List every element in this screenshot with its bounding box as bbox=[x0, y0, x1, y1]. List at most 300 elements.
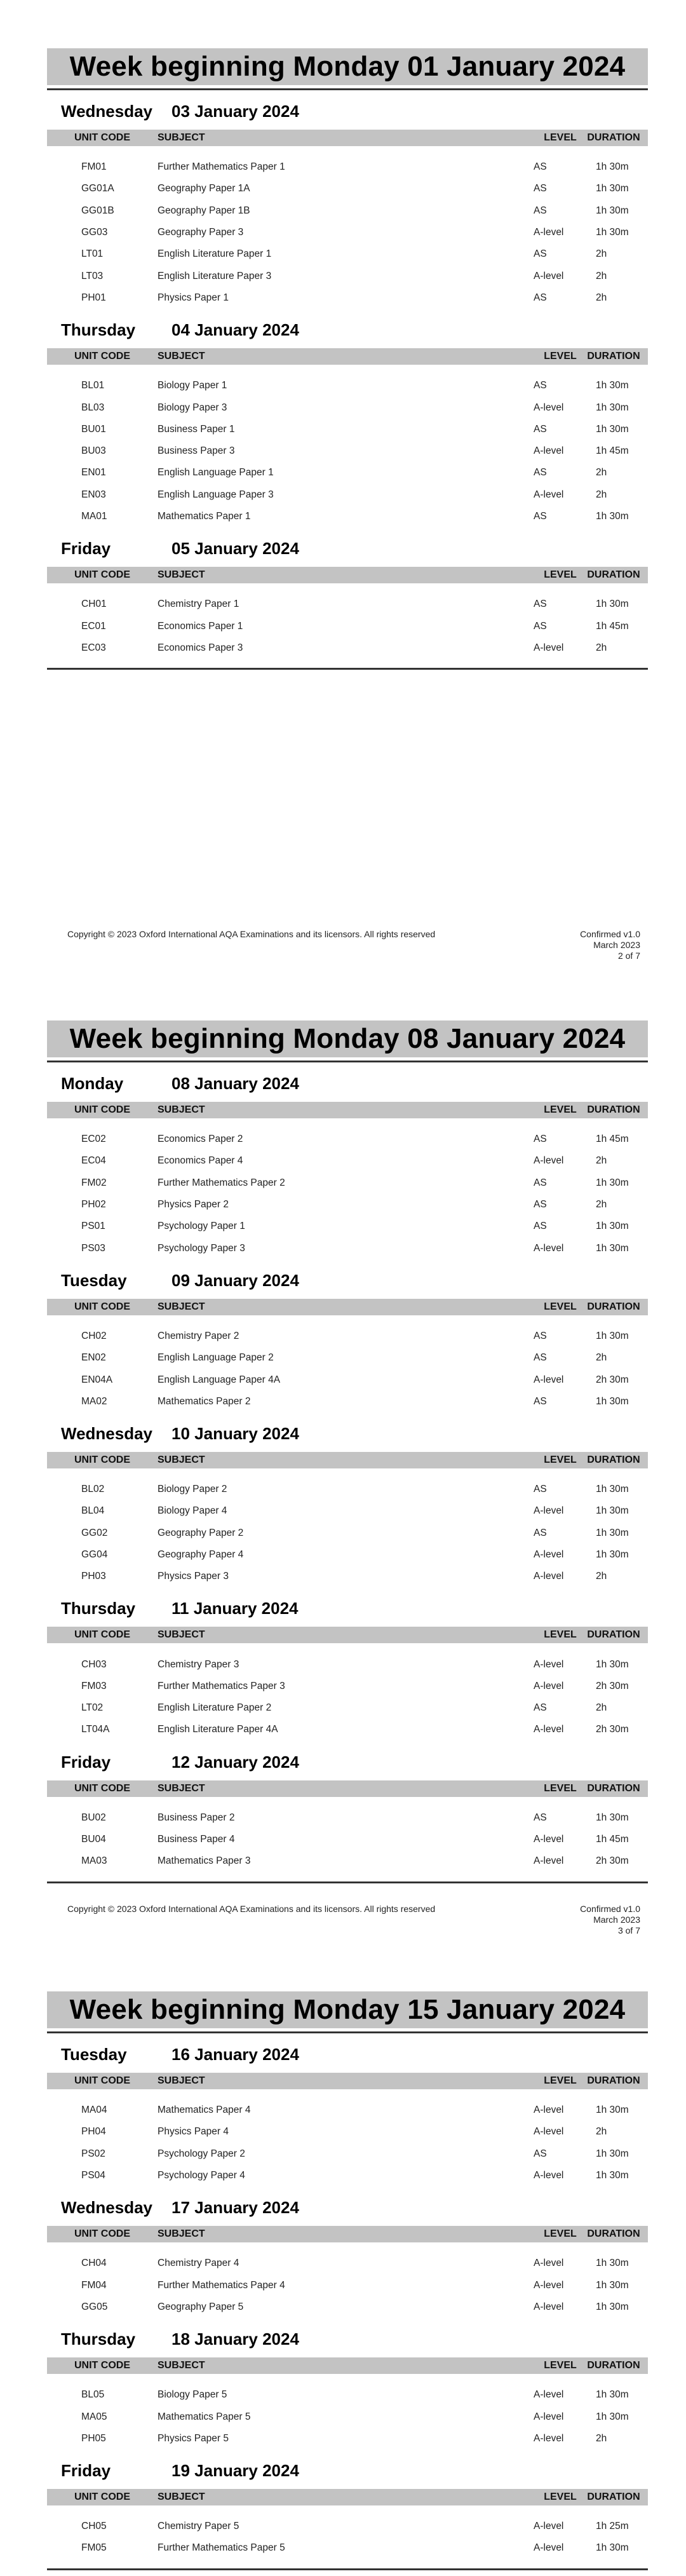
week-title: Week beginning Monday 01 January 2024 bbox=[69, 51, 626, 82]
level: A-level bbox=[534, 1658, 564, 1670]
day-date: 10 January 2024 bbox=[172, 1423, 299, 1443]
page-number: 3 of 7 bbox=[617, 1925, 640, 1935]
duration: 2h bbox=[596, 248, 607, 260]
day-heading bbox=[47, 1424, 648, 1446]
header-duration: DURATION bbox=[587, 2360, 640, 2371]
unit-code: BL02 bbox=[81, 1484, 105, 1495]
subject: English Literature Paper 4A bbox=[158, 1724, 278, 1735]
table-row bbox=[47, 1237, 648, 1259]
status-label: Confirmed v1.0 bbox=[580, 929, 640, 939]
level: AS bbox=[534, 205, 547, 216]
unit-code: LT02 bbox=[81, 1702, 104, 1714]
table-row bbox=[47, 1129, 648, 1150]
level: A-level bbox=[534, 1834, 564, 1845]
level: A-level bbox=[534, 1680, 564, 1691]
level: AS bbox=[534, 1330, 547, 1341]
duration: 2h bbox=[596, 1702, 607, 1714]
duration: 1h 30m bbox=[596, 2542, 629, 2554]
day-heading bbox=[47, 2461, 648, 2483]
duration: 2h bbox=[596, 1199, 607, 1210]
table-row bbox=[47, 462, 648, 484]
unit-code: FM02 bbox=[81, 1177, 107, 1188]
duration: 2h bbox=[596, 1571, 607, 1582]
level: A-level bbox=[534, 1855, 564, 1867]
unit-code: GG02 bbox=[81, 1527, 108, 1538]
level: A-level bbox=[534, 1549, 564, 1560]
table-row bbox=[47, 440, 648, 462]
duration: 1h 45m bbox=[596, 620, 629, 632]
level: A-level bbox=[534, 227, 564, 238]
header-subject: SUBJECT bbox=[158, 1782, 205, 1794]
week-banner bbox=[47, 48, 648, 85]
subject: Economics Paper 3 bbox=[158, 642, 243, 653]
unit-code: BU04 bbox=[81, 1834, 106, 1845]
timetable-page-2 bbox=[47, 1020, 648, 1883]
header-unit-code: UNIT CODE bbox=[74, 1629, 130, 1641]
table-header bbox=[47, 130, 648, 146]
day-date: 12 January 2024 bbox=[172, 1752, 299, 1772]
unit-code: FM04 bbox=[81, 2279, 107, 2291]
duration: 1h 30m bbox=[596, 511, 629, 522]
level: A-level bbox=[534, 1155, 564, 1167]
duration: 2h bbox=[596, 1352, 607, 1364]
table-row bbox=[47, 2253, 648, 2274]
header-unit-code: UNIT CODE bbox=[74, 351, 130, 362]
duration: 1h 30m bbox=[596, 2411, 629, 2422]
unit-code: PS01 bbox=[81, 1221, 105, 1232]
day-name: Friday bbox=[61, 1752, 111, 1772]
subject: Business Paper 2 bbox=[158, 1812, 235, 1823]
unit-code: CH01 bbox=[81, 599, 107, 610]
header-subject: SUBJECT bbox=[158, 1454, 205, 1465]
header-duration: DURATION bbox=[587, 2228, 640, 2240]
header-subject: SUBJECT bbox=[158, 569, 205, 581]
exam-rows bbox=[47, 583, 648, 659]
subject: English Literature Paper 1 bbox=[158, 248, 272, 260]
duration: 1h 45m bbox=[596, 445, 629, 457]
subject: Chemistry Paper 4 bbox=[158, 2258, 239, 2269]
day-heading bbox=[47, 539, 648, 560]
table-row bbox=[47, 1479, 648, 1500]
unit-code: PH05 bbox=[81, 2432, 106, 2444]
level: AS bbox=[534, 161, 547, 173]
duration: 2h 30m bbox=[596, 1855, 629, 1867]
header-subject: SUBJECT bbox=[158, 132, 205, 143]
header-level: LEVEL bbox=[544, 2228, 577, 2240]
unit-code: LT01 bbox=[81, 248, 104, 260]
level: AS bbox=[534, 292, 547, 303]
day-name: Tuesday bbox=[61, 2045, 127, 2064]
unit-code: EN04A bbox=[81, 1374, 113, 1385]
subject: Biology Paper 1 bbox=[158, 380, 227, 391]
unit-code: GG01B bbox=[81, 205, 114, 216]
header-unit-code: UNIT CODE bbox=[74, 2360, 130, 2371]
subject: Further Mathematics Paper 3 bbox=[158, 1680, 285, 1691]
day-date: 19 January 2024 bbox=[172, 2460, 299, 2480]
level: A-level bbox=[534, 1505, 564, 1517]
unit-code: PH03 bbox=[81, 1571, 106, 1582]
level: AS bbox=[534, 2148, 547, 2159]
duration: 1h 30m bbox=[596, 2301, 629, 2312]
header-duration: DURATION bbox=[587, 1104, 640, 1115]
subject: Business Paper 4 bbox=[158, 1834, 235, 1845]
header-duration: DURATION bbox=[587, 2075, 640, 2086]
day-date: 16 January 2024 bbox=[172, 2045, 299, 2064]
table-row bbox=[47, 1566, 648, 1587]
table-row bbox=[47, 2428, 648, 2450]
exam-rows bbox=[47, 1468, 648, 1587]
level: A-level bbox=[534, 270, 564, 281]
level: A-level bbox=[534, 2258, 564, 2269]
unit-code: EN02 bbox=[81, 1352, 106, 1364]
unit-code: EC01 bbox=[81, 620, 106, 632]
duration: 1h 30m bbox=[596, 1484, 629, 1495]
header-subject: SUBJECT bbox=[158, 1629, 205, 1641]
table-end-divider bbox=[47, 668, 648, 670]
table-row bbox=[47, 375, 648, 397]
header-level: LEVEL bbox=[544, 1454, 577, 1465]
table-end-divider bbox=[47, 2568, 648, 2570]
subject: English Language Paper 3 bbox=[158, 489, 274, 500]
duration: 2h 30m bbox=[596, 1680, 629, 1691]
level: AS bbox=[534, 380, 547, 391]
subject: Geography Paper 2 bbox=[158, 1527, 244, 1538]
unit-code: CH02 bbox=[81, 1330, 107, 1341]
duration: 1h 30m bbox=[596, 2105, 629, 2116]
unit-code: EN01 bbox=[81, 467, 106, 478]
unit-code: GG05 bbox=[81, 2301, 108, 2312]
duration: 2h bbox=[596, 292, 607, 303]
unit-code: BU02 bbox=[81, 1812, 106, 1823]
subject: Physics Paper 4 bbox=[158, 2126, 229, 2138]
day-heading bbox=[47, 1752, 648, 1774]
level: A-level bbox=[534, 2542, 564, 2554]
level: A-level bbox=[534, 1571, 564, 1582]
duration: 1h 30m bbox=[596, 423, 629, 435]
header-duration: DURATION bbox=[587, 1454, 640, 1465]
level: AS bbox=[534, 248, 547, 260]
duration: 2h 30m bbox=[596, 1724, 629, 1735]
table-row bbox=[47, 1172, 648, 1194]
banner-divider bbox=[47, 1061, 648, 1062]
header-subject: SUBJECT bbox=[158, 2228, 205, 2240]
header-unit-code: UNIT CODE bbox=[74, 2491, 130, 2502]
duration: 1h 30m bbox=[596, 1177, 629, 1188]
day-date: 08 January 2024 bbox=[172, 1074, 299, 1093]
table-row bbox=[47, 1807, 648, 1829]
header-level: LEVEL bbox=[544, 1104, 577, 1115]
subject: Psychology Paper 3 bbox=[158, 1242, 245, 1254]
duration: 1h 45m bbox=[596, 1134, 629, 1145]
level: AS bbox=[534, 1177, 547, 1188]
header-level: LEVEL bbox=[544, 1629, 577, 1641]
level: A-level bbox=[534, 445, 564, 457]
duration: 1h 30m bbox=[596, 1549, 629, 1560]
table-row bbox=[47, 1216, 648, 1237]
level: AS bbox=[534, 1134, 547, 1145]
header-unit-code: UNIT CODE bbox=[74, 1301, 130, 1312]
duration: 1h 30m bbox=[596, 1527, 629, 1538]
unit-code: BU03 bbox=[81, 445, 106, 457]
timetable-page-3 bbox=[47, 1991, 648, 2570]
level: AS bbox=[534, 1484, 547, 1495]
unit-code: BU01 bbox=[81, 423, 106, 435]
duration: 1h 30m bbox=[596, 1221, 629, 1232]
day-heading bbox=[47, 2045, 648, 2066]
day-heading bbox=[47, 320, 648, 342]
table-header bbox=[47, 348, 648, 365]
table-header bbox=[47, 2073, 648, 2089]
level: A-level bbox=[534, 2279, 564, 2291]
table-header bbox=[47, 1780, 648, 1797]
header-level: LEVEL bbox=[544, 1301, 577, 1312]
unit-code: BL04 bbox=[81, 1505, 105, 1517]
table-row bbox=[47, 1522, 648, 1544]
header-duration: DURATION bbox=[587, 1782, 640, 1794]
day-date: 18 January 2024 bbox=[172, 2329, 299, 2349]
unit-code: BL01 bbox=[81, 380, 105, 391]
subject: Geography Paper 1A bbox=[158, 183, 250, 194]
day-name: Wednesday bbox=[61, 2198, 153, 2218]
table-row bbox=[47, 156, 648, 178]
subject: Geography Paper 5 bbox=[158, 2301, 244, 2312]
day-name: Friday bbox=[61, 539, 111, 559]
duration: 1h 30m bbox=[596, 2279, 629, 2291]
level: AS bbox=[534, 467, 547, 478]
level: AS bbox=[534, 1395, 547, 1407]
subject: Geography Paper 1B bbox=[158, 205, 250, 216]
unit-code: PS04 bbox=[81, 2170, 105, 2181]
duration: 1h 30m bbox=[596, 1505, 629, 1517]
level: AS bbox=[534, 1352, 547, 1364]
unit-code: GG03 bbox=[81, 227, 108, 238]
subject: Biology Paper 3 bbox=[158, 402, 227, 413]
table-header bbox=[47, 1627, 648, 1643]
table-row bbox=[47, 397, 648, 418]
unit-code: PH04 bbox=[81, 2126, 106, 2138]
subject: Economics Paper 4 bbox=[158, 1155, 243, 1167]
table-row bbox=[47, 1829, 648, 1850]
duration: 1h 30m bbox=[596, 2389, 629, 2401]
subject: Biology Paper 2 bbox=[158, 1484, 227, 1495]
table-row bbox=[47, 200, 648, 222]
subject: Chemistry Paper 2 bbox=[158, 1330, 239, 1341]
table-row bbox=[47, 1194, 648, 1216]
subject: Mathematics Paper 3 bbox=[158, 1855, 251, 1867]
header-subject: SUBJECT bbox=[158, 1104, 205, 1115]
day-date: 04 January 2024 bbox=[172, 320, 299, 340]
level: A-level bbox=[534, 2170, 564, 2181]
header-level: LEVEL bbox=[544, 132, 577, 143]
copyright-text: Copyright © 2023 Oxford International AQA Examinations and its licensors. All rights reserved bbox=[67, 929, 436, 939]
table-row bbox=[47, 1697, 648, 1719]
week-banner bbox=[47, 1991, 648, 2028]
level: AS bbox=[534, 620, 547, 632]
subject: Biology Paper 4 bbox=[158, 1505, 227, 1517]
subject: Physics Paper 2 bbox=[158, 1199, 229, 1210]
table-row bbox=[47, 2274, 648, 2296]
subject: Further Mathematics Paper 4 bbox=[158, 2279, 285, 2291]
day-name: Thursday bbox=[61, 2329, 136, 2349]
day-date: 09 January 2024 bbox=[172, 1270, 299, 1290]
unit-code: GG01A bbox=[81, 183, 114, 194]
subject: Physics Paper 3 bbox=[158, 1571, 229, 1582]
subject: Physics Paper 5 bbox=[158, 2432, 229, 2444]
status-date: March 2023 bbox=[593, 1915, 640, 1925]
unit-code: FM05 bbox=[81, 2542, 107, 2554]
table-row bbox=[47, 637, 648, 659]
table-row bbox=[47, 1500, 648, 1522]
exam-rows bbox=[47, 2374, 648, 2450]
table-row bbox=[47, 593, 648, 615]
header-duration: DURATION bbox=[587, 1629, 640, 1641]
subject: English Language Paper 2 bbox=[158, 1352, 274, 1364]
unit-code: LT03 bbox=[81, 270, 104, 281]
duration: 2h bbox=[596, 2432, 607, 2444]
table-row bbox=[47, 243, 648, 265]
table-row bbox=[47, 2099, 648, 2121]
day-name: Tuesday bbox=[61, 1270, 127, 1290]
duration: 1h 30m bbox=[596, 2258, 629, 2269]
unit-code: MA01 bbox=[81, 511, 107, 522]
day-heading bbox=[47, 102, 648, 123]
level: AS bbox=[534, 511, 547, 522]
table-row bbox=[47, 2537, 648, 2559]
duration: 1h 30m bbox=[596, 2148, 629, 2159]
table-row bbox=[47, 1150, 648, 1172]
table-header bbox=[47, 2226, 648, 2242]
duration: 1h 30m bbox=[596, 205, 629, 216]
duration: 1h 30m bbox=[596, 161, 629, 173]
header-duration: DURATION bbox=[587, 2491, 640, 2502]
level: A-level bbox=[534, 1242, 564, 1254]
table-row bbox=[47, 615, 648, 637]
banner-divider bbox=[47, 2031, 648, 2033]
status-label: Confirmed v1.0 bbox=[580, 1904, 640, 1914]
unit-code: FM03 bbox=[81, 1680, 107, 1691]
subject: Physics Paper 1 bbox=[158, 292, 229, 303]
header-subject: SUBJECT bbox=[158, 2491, 205, 2502]
table-row bbox=[47, 506, 648, 527]
table-row bbox=[47, 2516, 648, 2537]
week-title: Week beginning Monday 08 January 2024 bbox=[69, 1023, 626, 1054]
day-heading bbox=[47, 1271, 648, 1292]
level: A-level bbox=[534, 1724, 564, 1735]
duration: 1h 30m bbox=[596, 599, 629, 610]
subject: Mathematics Paper 5 bbox=[158, 2411, 251, 2422]
table-row bbox=[47, 2296, 648, 2318]
status-date: March 2023 bbox=[593, 940, 640, 950]
duration: 1h 30m bbox=[596, 380, 629, 391]
table-row bbox=[47, 484, 648, 506]
subject: Mathematics Paper 4 bbox=[158, 2105, 251, 2116]
table-row bbox=[47, 1347, 648, 1369]
table-row bbox=[47, 222, 648, 243]
day-name: Wednesday bbox=[61, 1423, 153, 1443]
subject: Psychology Paper 4 bbox=[158, 2170, 245, 2181]
header-unit-code: UNIT CODE bbox=[74, 1454, 130, 1465]
duration: 1h 25m bbox=[596, 2521, 629, 2532]
duration: 1h 30m bbox=[596, 2170, 629, 2181]
day-heading bbox=[47, 2329, 648, 2351]
header-duration: DURATION bbox=[587, 569, 640, 581]
table-row bbox=[47, 2143, 648, 2165]
duration: 2h 30m bbox=[596, 1374, 629, 1385]
level: AS bbox=[534, 1221, 547, 1232]
table-end-divider bbox=[47, 1881, 648, 1883]
table-row bbox=[47, 1653, 648, 1675]
level: A-level bbox=[534, 2126, 564, 2138]
table-row bbox=[47, 178, 648, 200]
unit-code: MA05 bbox=[81, 2411, 107, 2422]
level: A-level bbox=[534, 402, 564, 413]
day-heading bbox=[47, 2198, 648, 2220]
day-date: 03 January 2024 bbox=[172, 102, 299, 121]
level: A-level bbox=[534, 2105, 564, 2116]
level: A-level bbox=[534, 2389, 564, 2401]
duration: 1h 30m bbox=[596, 1812, 629, 1823]
header-duration: DURATION bbox=[587, 351, 640, 362]
level: AS bbox=[534, 183, 547, 194]
subject: English Literature Paper 3 bbox=[158, 270, 272, 281]
table-row bbox=[47, 2165, 648, 2186]
duration: 1h 30m bbox=[596, 402, 629, 413]
header-unit-code: UNIT CODE bbox=[74, 1104, 130, 1115]
table-row bbox=[47, 2406, 648, 2427]
unit-code: PS03 bbox=[81, 1242, 105, 1254]
header-unit-code: UNIT CODE bbox=[74, 132, 130, 143]
duration: 2h bbox=[596, 467, 607, 478]
level: AS bbox=[534, 1527, 547, 1538]
exam-rows bbox=[47, 146, 648, 309]
subject: Further Mathematics Paper 1 bbox=[158, 161, 285, 173]
duration: 2h bbox=[596, 270, 607, 281]
unit-code: CH05 bbox=[81, 2521, 107, 2532]
exam-rows bbox=[47, 1315, 648, 1413]
exam-rows bbox=[47, 2505, 648, 2559]
header-level: LEVEL bbox=[544, 1782, 577, 1794]
day-name: Thursday bbox=[61, 1599, 136, 1618]
level: AS bbox=[534, 1702, 547, 1714]
table-row bbox=[47, 1676, 648, 1697]
subject: English Language Paper 4A bbox=[158, 1374, 281, 1385]
unit-code: MA02 bbox=[81, 1395, 107, 1407]
day-name: Friday bbox=[61, 2460, 111, 2480]
table-row bbox=[47, 1325, 648, 1347]
table-header bbox=[47, 2489, 648, 2505]
document-status bbox=[580, 929, 640, 961]
level: A-level bbox=[534, 2411, 564, 2422]
copyright-text: Copyright © 2023 Oxford International AQA Examinations and its licensors. All rights reserved bbox=[67, 1904, 436, 1914]
header-level: LEVEL bbox=[544, 2075, 577, 2086]
level: A-level bbox=[534, 2521, 564, 2532]
level: A-level bbox=[534, 642, 564, 653]
level: A-level bbox=[534, 2301, 564, 2312]
table-row bbox=[47, 287, 648, 309]
page-number: 2 of 7 bbox=[617, 951, 640, 961]
day-heading bbox=[47, 1074, 648, 1095]
header-level: LEVEL bbox=[544, 569, 577, 581]
week-title: Week beginning Monday 15 January 2024 bbox=[69, 1994, 626, 2025]
header-unit-code: UNIT CODE bbox=[74, 569, 130, 581]
subject: Further Mathematics Paper 2 bbox=[158, 1177, 285, 1188]
header-unit-code: UNIT CODE bbox=[74, 2228, 130, 2240]
subject: Psychology Paper 1 bbox=[158, 1221, 245, 1232]
header-level: LEVEL bbox=[544, 2491, 577, 2502]
level: AS bbox=[534, 1199, 547, 1210]
table-header bbox=[47, 1452, 648, 1468]
duration: 1h 30m bbox=[596, 1330, 629, 1341]
